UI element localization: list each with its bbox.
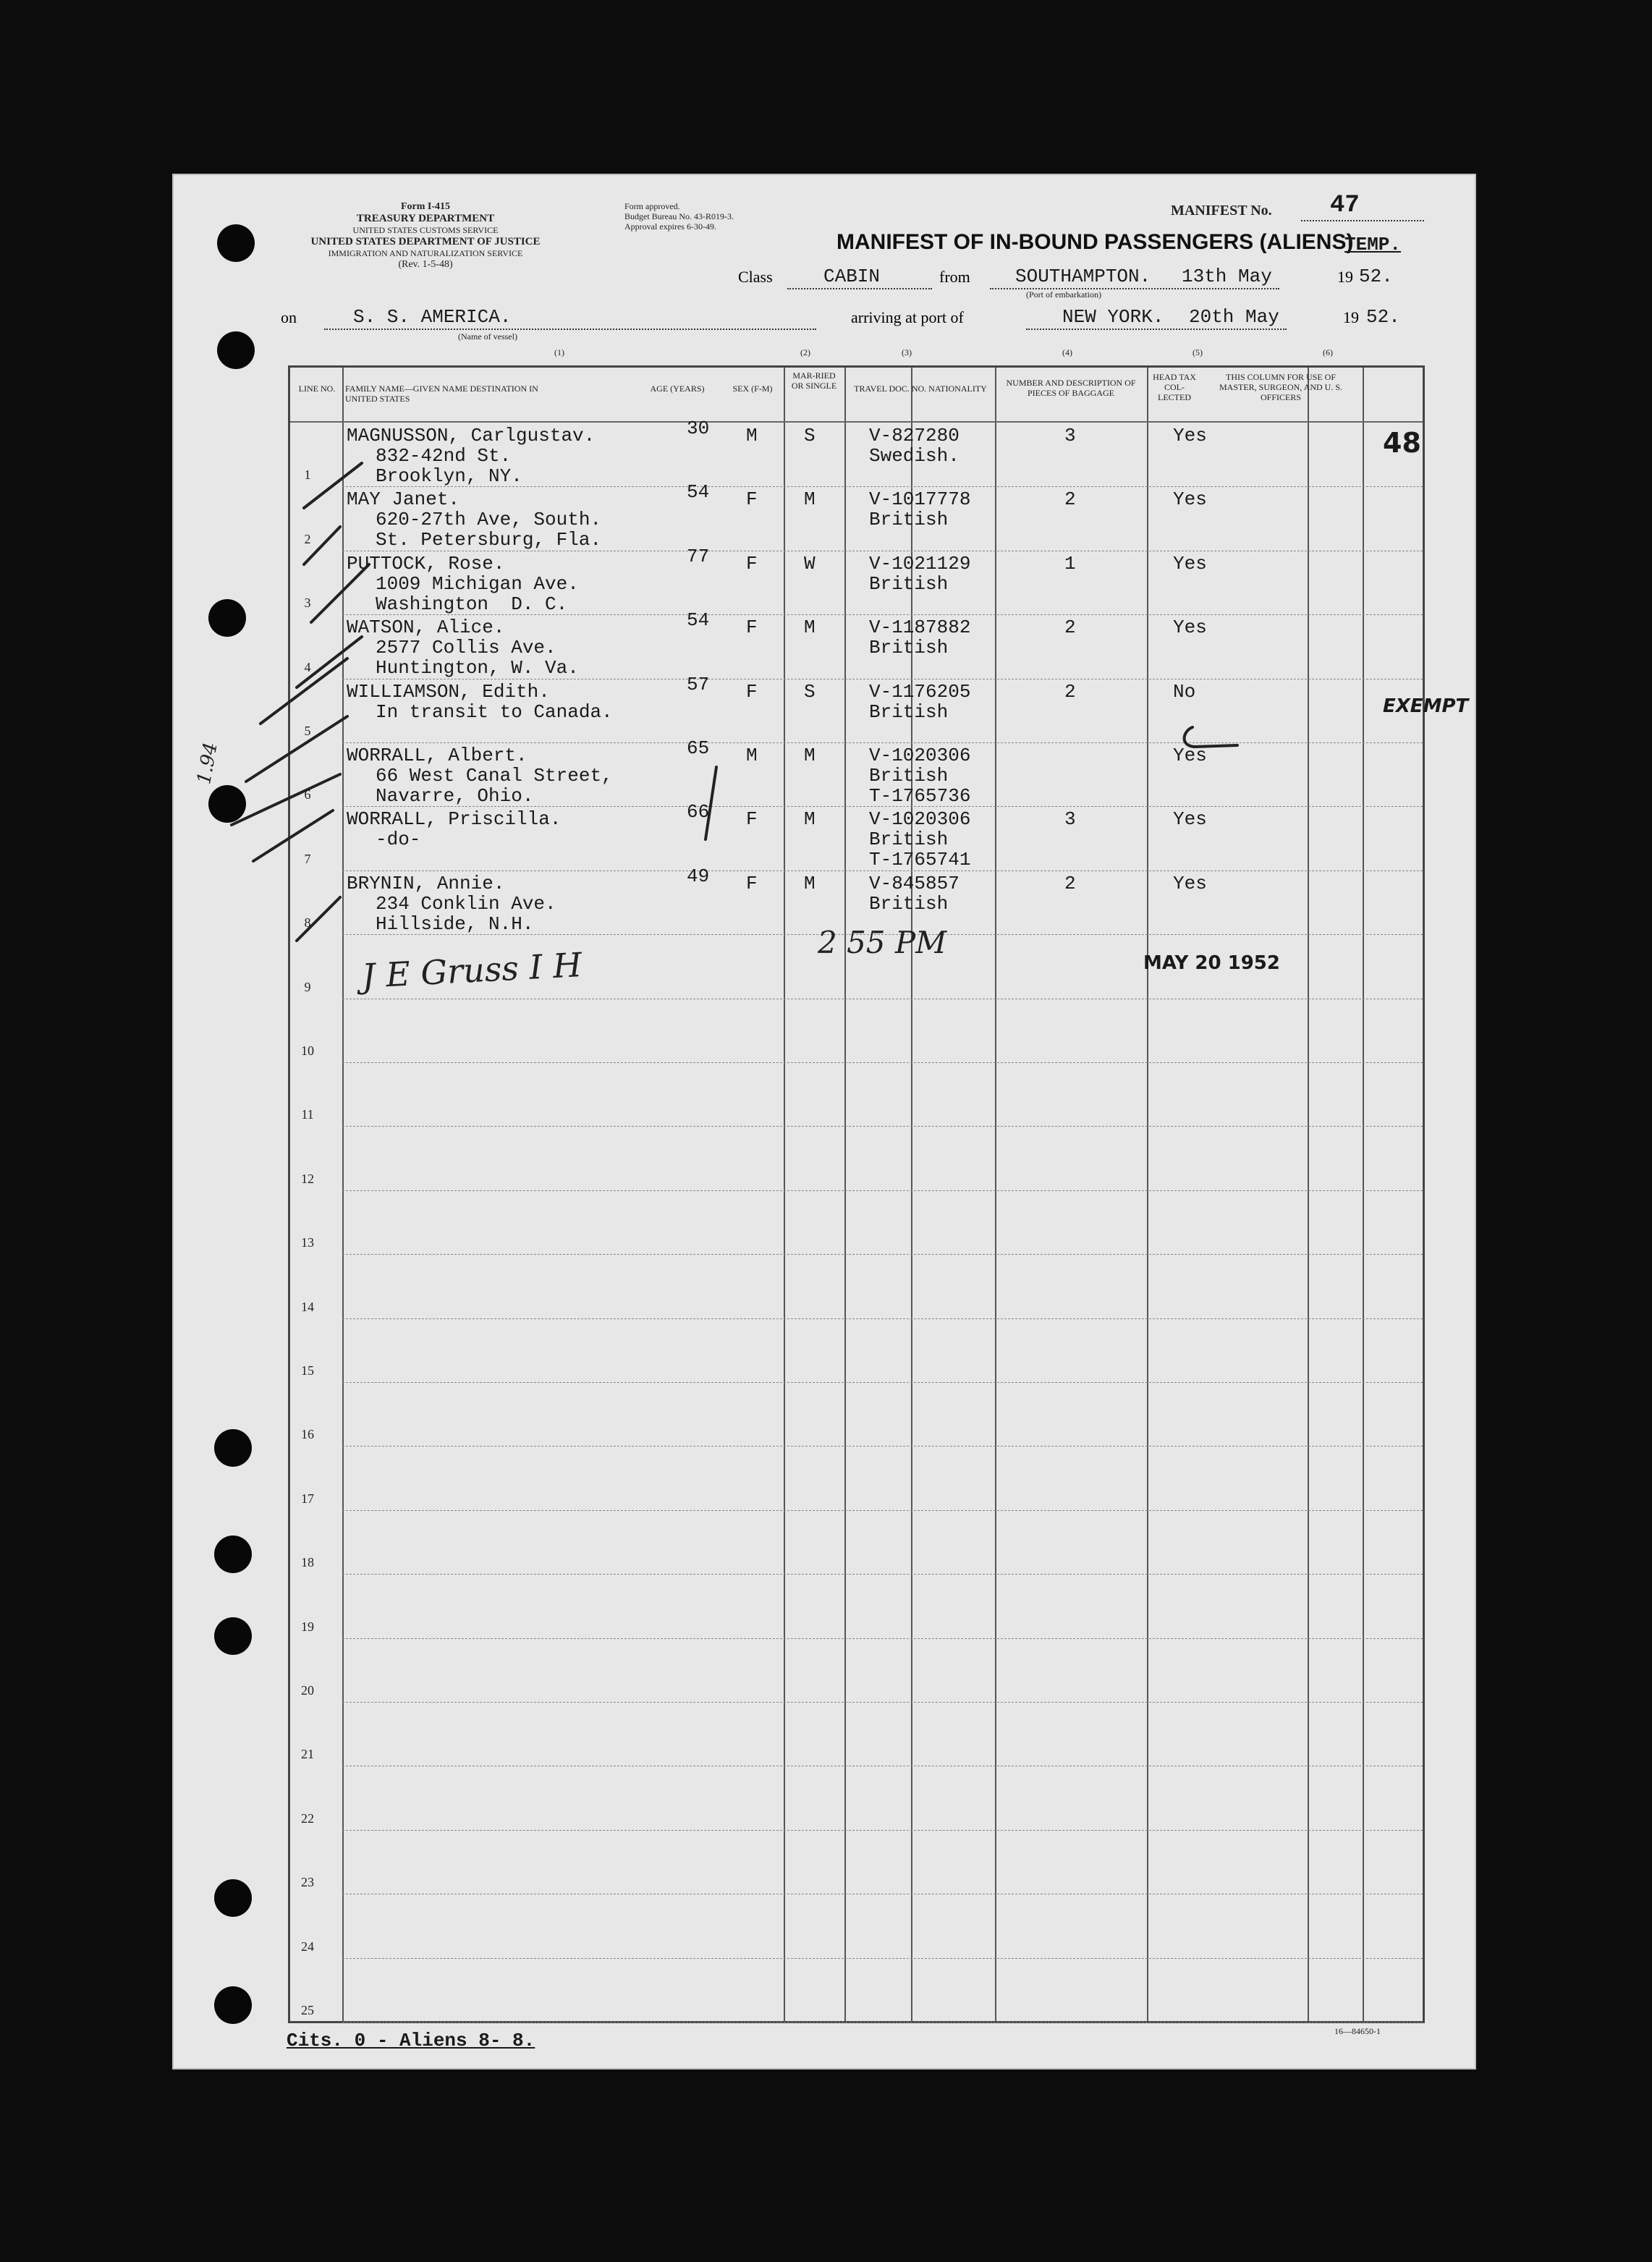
ins-service: IMMIGRATION AND NATURALIZATION SERVICE (328, 248, 523, 258)
line-number: 10 (301, 1043, 314, 1058)
class-line (787, 288, 932, 289)
baggage-count: 2 (1064, 617, 1076, 639)
col-header-line: LINE NO. (298, 384, 336, 394)
arriving-label: arriving at port of (851, 308, 964, 326)
form-revision: (Rev. 1-5-48) (398, 259, 453, 270)
line-number: 22 (301, 1810, 314, 1826)
passenger-nationality: British (869, 637, 949, 659)
head-tax-collected: Yes (1173, 745, 1207, 766)
on-label: on (281, 308, 297, 326)
treasury-department: TREASURY DEPARTMENT (356, 213, 495, 224)
head-tax-collected: Yes (1173, 552, 1207, 575)
officer-note: 48 (1383, 427, 1421, 459)
row-divider (342, 1638, 1423, 1639)
travel-document-number: V-845857 (869, 872, 960, 894)
form-info-block (274, 201, 577, 271)
passenger-sex: F (746, 872, 758, 894)
passenger-age: 54 (687, 609, 710, 632)
line-number: 14 (301, 1299, 314, 1314)
punch-hole (208, 785, 246, 823)
line-number: 3 (304, 596, 311, 611)
travel-document-number: V-1187882 (869, 617, 971, 639)
line-number: 15 (301, 1363, 314, 1378)
passenger-sex: M (746, 745, 758, 766)
col-divider (1308, 368, 1309, 2021)
passenger-name: MAGNUSSON, Carlgustav. (347, 425, 596, 446)
vessel-line (324, 329, 816, 330)
col-header-officers: THIS COLUMN FOR USE OF MASTER, SURGEON, AND U. S. OFFICERS (1219, 372, 1343, 402)
approval-line: Budget Bureau No. 43-R019-3. (624, 211, 734, 221)
row-divider (342, 1382, 1423, 1383)
passenger-age: 66 (687, 801, 710, 823)
temp-mark: TEMP. (1344, 234, 1402, 255)
manifest-number-line (1301, 220, 1424, 221)
passenger-address-line: 234 Conklin Ave. (376, 892, 556, 915)
passenger-marital-status: W (804, 552, 816, 575)
line-number: 17 (301, 1491, 314, 1506)
arrival-line (1026, 329, 1287, 330)
line-number: 4 (304, 659, 311, 674)
passenger-nationality: Swedish. (869, 445, 960, 467)
embark-year-prefix: 19 (1337, 268, 1353, 286)
punch-hole (217, 331, 255, 369)
line-number: 11 (301, 1107, 314, 1122)
margin-note: 1.94 (193, 740, 222, 787)
passenger-age: 77 (687, 545, 710, 567)
passenger-age: 65 (687, 737, 710, 759)
passenger-table (288, 365, 1469, 2023)
column-number: (5) (1193, 347, 1203, 357)
passenger-age: 30 (687, 418, 710, 439)
passenger-name: BRYNIN, Annie. (347, 872, 505, 894)
baggage-count: 2 (1064, 872, 1076, 894)
customs-service: UNITED STATES CUSTOMS SERVICE (352, 225, 499, 235)
passenger-marital-status: S (804, 680, 816, 703)
baggage-count: 2 (1064, 488, 1076, 511)
row-divider (342, 1254, 1423, 1255)
head-tax-collected: Yes (1173, 425, 1207, 446)
head-tax-collected: No (1173, 680, 1196, 703)
row-divider (342, 1190, 1423, 1191)
class-label: Class (738, 268, 773, 286)
row-divider (342, 1062, 1423, 1063)
col-header-sex: SEX (F-M) (732, 384, 773, 394)
handwritten-signature: J E Gruss I H (360, 945, 583, 996)
row-divider (342, 742, 1423, 743)
col-divider (1147, 368, 1148, 2021)
col-header-married: MAR-RIED OR SINGLE (791, 370, 837, 391)
arrival-date: 20th May (1189, 306, 1279, 328)
passenger-marital-status: M (804, 745, 816, 766)
embark-year: 52. (1359, 266, 1393, 287)
passenger-marital-status: M (804, 872, 816, 894)
baggage-count: 2 (1064, 680, 1076, 703)
passenger-sex: F (746, 617, 758, 639)
line-number: 21 (301, 1747, 314, 1762)
travel-document-number: V-1017778 (869, 488, 971, 511)
manifest-number-label: MANIFEST No. (1171, 203, 1272, 219)
passenger-address-line: Hillside, N.H. (376, 912, 534, 935)
passenger-address-line: 620-27th Ave, South. (376, 509, 602, 531)
row-divider (342, 1510, 1423, 1511)
line-number: 5 (304, 724, 311, 738)
passenger-address-line: 832-42nd St. (376, 445, 512, 467)
header-divider (290, 421, 1423, 423)
passenger-marital-status: S (804, 425, 816, 446)
passenger-marital-status: M (804, 617, 816, 639)
line-number: 12 (301, 1171, 314, 1186)
punch-hole (208, 599, 246, 637)
punch-hole (214, 1535, 252, 1573)
passenger-marital-status: M (804, 488, 816, 511)
vessel-caption: (Name of vessel) (458, 331, 517, 342)
col-header-baggage: NUMBER AND DESCRIPTION OF PIECES OF BAGGAGE (1006, 378, 1136, 398)
line-number: 24 (301, 1939, 314, 1954)
row-divider (342, 1830, 1423, 1831)
baggage-count: 1 (1064, 552, 1076, 575)
passenger-marital-status: M (804, 808, 816, 831)
travel-document-number: V-1021129 (869, 552, 971, 575)
head-tax-collected: Yes (1173, 488, 1207, 511)
col-divider (342, 368, 344, 2021)
head-tax-collected: Yes (1173, 617, 1207, 639)
punch-hole (217, 224, 255, 262)
passenger-nationality: British (869, 829, 949, 851)
col-header-age: AGE (YEARS) (650, 384, 705, 394)
row-divider (342, 1126, 1423, 1127)
passenger-address-line: Brooklyn, NY. (376, 465, 522, 487)
received-stamp: MAY 20 1952 (1143, 952, 1280, 974)
embark-date: 13th May (1182, 266, 1272, 287)
col-divider (1363, 368, 1364, 2021)
passenger-age: 49 (687, 865, 710, 887)
column-number: (6) (1323, 347, 1333, 357)
punch-hole (214, 1617, 252, 1655)
passenger-address-line: In transit to Canada. (376, 700, 613, 723)
line-number: 25 (301, 2003, 314, 2017)
justice-department: UNITED STATES DEPARTMENT OF JUSTICE (310, 236, 541, 247)
passenger-age: 54 (687, 481, 710, 504)
print-code: 16—84650-1 (1334, 2026, 1381, 2036)
line-number: 8 (304, 915, 311, 931)
row-divider (342, 1958, 1423, 1959)
passenger-name: WORRALL, Priscilla. (347, 808, 562, 831)
column-number: (2) (800, 347, 810, 357)
travel-document-number: T-1765736 (869, 785, 971, 807)
passenger-sex: F (746, 552, 758, 575)
passenger-sex: F (746, 488, 758, 511)
line-number: 9 (304, 979, 311, 994)
port-embarkation-caption: (Port of embarkation) (1026, 289, 1101, 300)
col-header-name: FAMILY NAME—GIVEN NAME DESTINATION IN UNITED STATES (345, 384, 538, 404)
passenger-sex: F (746, 680, 758, 703)
travel-document-number: V-1176205 (869, 680, 971, 703)
head-tax-collected: Yes (1173, 808, 1207, 831)
class-value: CABIN (823, 266, 881, 287)
line-number: 7 (304, 851, 311, 866)
passenger-nationality: British (869, 572, 949, 595)
arrival-port: NEW YORK. (1062, 306, 1164, 328)
passenger-name: PUTTOCK, Rose. (347, 552, 505, 575)
line-number: 13 (301, 1235, 314, 1250)
punch-hole (214, 1879, 252, 1917)
travel-document-number: V-1020306 (869, 808, 971, 831)
column-number: (3) (902, 347, 912, 357)
passenger-nationality: British (869, 700, 949, 723)
passenger-age: 57 (687, 673, 710, 695)
travel-document-number: T-1765741 (869, 849, 971, 871)
row-divider (342, 1702, 1423, 1703)
passenger-address-line: 66 West Canal Street, (376, 765, 613, 787)
passenger-name: WATSON, Alice. (347, 617, 505, 639)
line-number: 2 (304, 531, 311, 546)
passenger-name: WORRALL, Albert. (347, 745, 528, 766)
baggage-count: 3 (1064, 808, 1076, 831)
arrival-year: 52. (1366, 306, 1400, 328)
passenger-address-line: -do- (376, 829, 421, 851)
port-embarkation: SOUTHAMPTON. (1015, 266, 1151, 287)
line-number: 6 (304, 787, 311, 802)
column-number: (4) (1062, 347, 1072, 357)
travel-document-number: V-1020306 (869, 745, 971, 766)
form-number: Form I-415 (400, 201, 451, 212)
citizens-aliens-summary: Cits. 0 - Aliens 8- 8. (287, 2030, 535, 2051)
arrival-year-prefix: 19 (1343, 308, 1359, 326)
passenger-sex: F (746, 808, 758, 831)
vessel-name: S. S. AMERICA. (353, 306, 512, 328)
col-header-travel: TRAVEL DOC. NO. NATIONALITY (854, 384, 987, 394)
passenger-address-line: 1009 Michigan Ave. (376, 572, 579, 595)
col-divider (911, 368, 912, 2021)
travel-document-number: V-827280 (869, 425, 960, 446)
officer-note: EXEMPT (1383, 695, 1469, 717)
col-divider (784, 368, 785, 2021)
punch-hole (214, 1986, 252, 2024)
passenger-name: MAY Janet. (347, 488, 460, 511)
head-tax-collected: Yes (1173, 872, 1207, 894)
approval-line: Approval expires 6-30-49. (624, 221, 716, 232)
passenger-nationality: British (869, 509, 949, 531)
handwritten-time: 2 55 PM (818, 925, 947, 960)
line-number: 23 (301, 1875, 314, 1890)
passenger-address-line: St. Petersburg, Fla. (376, 529, 602, 551)
approval-line: Form approved. (624, 201, 680, 211)
approval-block (624, 201, 813, 232)
column-number: (1) (554, 347, 564, 357)
from-label: from (939, 268, 970, 286)
line-number: 18 (301, 1555, 314, 1570)
col-divider (844, 368, 846, 2021)
passenger-name: WILLIAMSON, Edith. (347, 680, 550, 703)
passenger-address-line: 2577 Collis Ave. (376, 637, 556, 659)
passenger-address-line: Washington D. C. (376, 593, 568, 615)
passenger-address-line: Navarre, Ohio. (376, 785, 534, 807)
line-number: 19 (301, 1619, 314, 1634)
col-divider (995, 368, 996, 2021)
line-number: 1 (304, 467, 311, 483)
punch-hole (214, 1429, 252, 1467)
row-divider (342, 1318, 1423, 1319)
baggage-count: 3 (1064, 425, 1076, 446)
passenger-address-line: Huntington, W. Va. (376, 657, 579, 679)
passenger-nationality: British (869, 892, 949, 915)
line-number: 20 (301, 1683, 314, 1698)
manifest-number-value: 47 (1330, 192, 1360, 219)
manifest-title: MANIFEST OF IN-BOUND PASSENGERS (ALIENS) (836, 230, 1354, 254)
row-divider (342, 1574, 1423, 1575)
line-number: 16 (301, 1427, 314, 1442)
passenger-sex: M (746, 425, 758, 446)
passenger-nationality: British (869, 765, 949, 787)
col-header-headtax: HEAD TAX COL-LECTED (1153, 372, 1196, 402)
